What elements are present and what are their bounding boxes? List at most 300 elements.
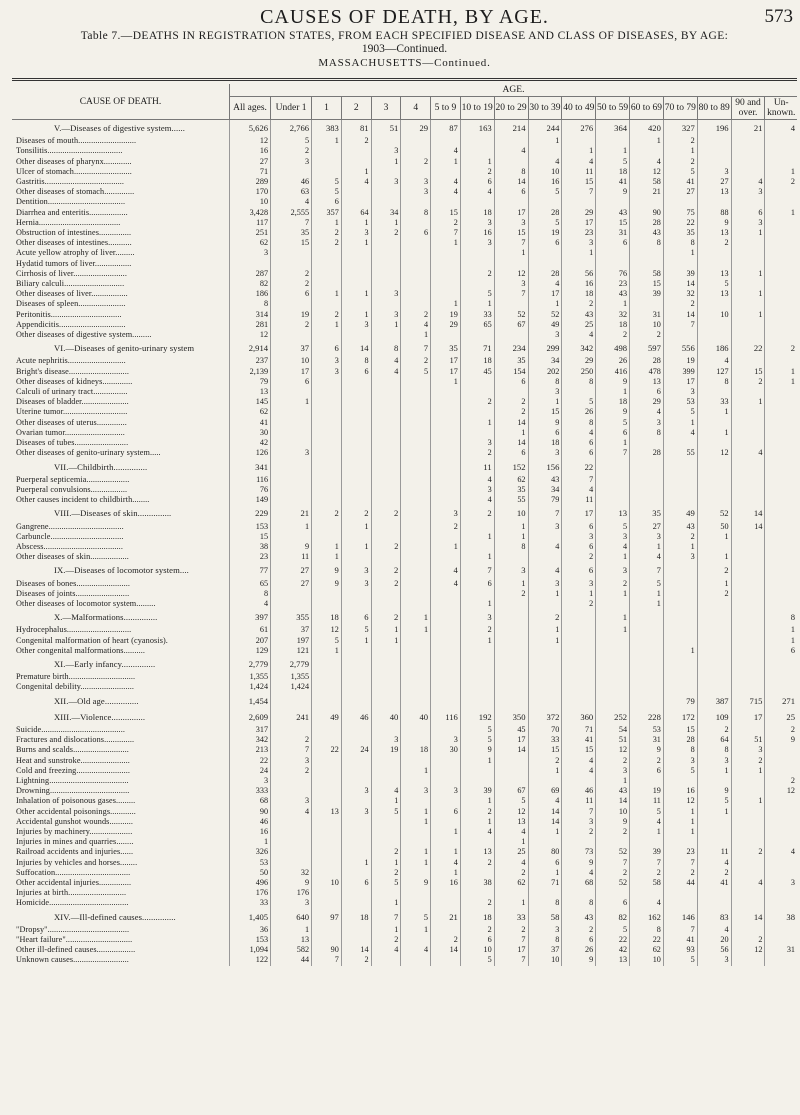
value-cell: 3 [371,289,401,299]
value-cell [596,888,630,898]
value-cell [731,858,765,868]
value-cell: 4 [528,542,562,552]
table-row [12,807,797,817]
value-cell [765,898,797,908]
value-cell: 3 [596,562,630,578]
cause-cell: Accidental gunshot wounds........... [16,816,134,826]
column-header: 60 to 69 [630,97,664,120]
value-cell: 12 [494,269,528,279]
value-cell [312,827,342,837]
value-cell: 4 [528,562,562,578]
value-cell [494,387,528,397]
value-cell: 5 [663,955,697,965]
value-cell [697,776,731,786]
value-cell [431,955,461,965]
value-cell [341,693,371,709]
value-cell [731,136,765,146]
value-cell: 1 [731,228,765,238]
value-cell: 1 [312,136,342,146]
value-cell [765,269,797,279]
value-cell: 75 [663,208,697,218]
value-cell [460,522,494,532]
column-header: 50 to 59 [596,97,630,120]
value-cell: 6 [460,935,494,945]
value-cell: 1 [596,146,630,156]
value-cell: 3 [460,485,494,495]
value-cell: 19 [431,310,461,320]
value-cell [460,868,494,878]
value-cell: 2 [271,766,312,776]
value-cell [765,310,797,320]
value-cell [731,562,765,578]
table-row [12,356,797,366]
value-cell: 5 [562,397,596,407]
value-cell: 17 [431,356,461,366]
value-cell: 2 [663,868,697,878]
value-cell [341,766,371,776]
value-cell: 3 [663,756,697,766]
value-cell: 2 [371,609,401,625]
value-cell [460,672,494,682]
value-cell: 62 [230,238,271,248]
value-cell: 8 [494,167,528,177]
value-cell: 122 [230,955,271,965]
value-cell [431,279,461,289]
value-cell: 1 [494,837,528,847]
value-cell [460,682,494,692]
value-cell [630,438,664,448]
value-cell: 44 [271,955,312,965]
cause-cell: Premature birth............................... [16,672,136,682]
value-cell [312,786,342,796]
value-cell [341,330,371,340]
value-cell: 3 [371,735,401,745]
value-cell: 35 [630,505,664,521]
value-cell: 56 [562,269,596,279]
value-cell [341,269,371,279]
value-cell: 6 [494,448,528,458]
value-cell: 8 [630,925,664,935]
value-cell: 7 [494,289,528,299]
value-cell: 4 [494,858,528,868]
value-cell: 1 [630,589,664,599]
cause-cell: XII.—Old age............... [54,695,139,706]
value-cell: 41 [562,735,596,745]
value-cell: 7 [494,935,528,945]
value-cell [431,485,461,495]
value-cell: 1 [663,542,697,552]
group-row [12,909,797,925]
value-cell [312,438,342,448]
value-cell [431,269,461,279]
value-cell [341,299,371,309]
value-cell: 2 [371,542,401,552]
value-cell [401,552,431,562]
table-row [12,625,797,635]
value-cell [312,407,342,417]
value-cell: 29 [431,320,461,330]
value-cell: 7 [460,562,494,578]
value-cell: 82 [596,909,630,925]
value-cell: 51 [371,120,401,137]
value-cell: 4 [401,945,431,955]
value-cell [562,636,596,646]
value-cell: 97 [312,909,342,925]
value-cell [765,448,797,458]
value-cell [401,448,431,458]
value-cell: 5 [630,807,664,817]
value-cell: 327 [663,120,697,137]
value-cell [312,522,342,532]
cause-cell: Gangrene................................... [16,521,124,531]
value-cell [401,656,431,672]
value-cell [271,438,312,448]
value-cell [401,532,431,542]
value-cell [765,475,797,485]
value-cell: 4 [562,428,596,438]
value-cell [371,888,401,898]
value-cell [371,248,401,258]
value-cell [630,656,664,672]
value-cell: 12 [494,807,528,817]
value-cell: 4 [630,817,664,827]
value-cell: 6 [341,878,371,888]
value-cell: 6 [765,646,797,656]
value-cell [401,735,431,745]
value-cell: 1 [731,397,765,407]
value-cell [401,197,431,207]
value-cell: 1 [371,898,401,908]
value-cell: 2 [371,579,401,589]
value-cell [460,407,494,417]
cause-cell: Acute nephritis........................... [16,356,126,366]
value-cell [341,589,371,599]
value-cell: 29 [562,208,596,218]
value-cell: 582 [271,945,312,955]
table-row [12,589,797,599]
value-cell [765,817,797,827]
cause-cell: XI.—Early infancy............... [54,658,156,669]
value-cell: 13 [630,377,664,387]
value-cell [528,656,562,672]
value-cell [765,656,797,672]
value-cell [312,656,342,672]
value-cell [401,418,431,428]
value-cell [765,387,797,397]
value-cell [697,827,731,837]
cause-cell: Ulcer of stomach........................... [16,166,132,176]
value-cell [371,522,401,532]
value-cell: 8 [562,377,596,387]
value-cell: 1 [494,522,528,532]
value-cell [431,656,461,672]
value-cell [271,167,312,177]
cause-cell: Biliary calculi............................ [16,279,125,289]
value-cell: 1 [697,807,731,817]
value-cell: 3 [341,786,371,796]
value-cell: 7 [630,858,664,868]
value-cell: 25 [765,709,797,725]
value-cell: 6 [312,340,342,356]
value-cell [765,756,797,766]
value-cell: 4 [731,878,765,888]
value-cell [765,459,797,475]
value-cell: 3 [460,218,494,228]
value-cell [460,330,494,340]
value-cell [271,858,312,868]
value-cell: 2 [731,377,765,387]
cause-cell: Other diseases of skin.................. [16,552,129,562]
value-cell: 25 [494,847,528,857]
value-cell: 4 [460,495,494,505]
value-cell: 420 [630,120,664,137]
value-cell: 1 [431,868,461,878]
cause-cell: Diarrhea and enteritis.................. [16,207,128,217]
value-cell: 1 [630,542,664,552]
cause-cell: Diseases of spleen...................... [16,299,126,309]
value-cell: 17 [663,377,697,387]
value-cell: 6 [596,428,630,438]
value-cell: 117 [230,218,271,228]
group-row [12,505,797,521]
value-cell [562,693,596,709]
value-cell: 6 [562,438,596,448]
value-cell: 88 [697,208,731,218]
value-cell: 69 [528,786,562,796]
value-cell [401,589,431,599]
value-cell: 16 [230,827,271,837]
value-cell: 90 [630,208,664,218]
cause-cell: Lightning..................................... [16,775,129,785]
value-cell: 22 [663,218,697,228]
value-cell [312,475,342,485]
value-cell: 357 [312,208,342,218]
cause-cell: VII.—Childbirth............... [54,461,148,472]
value-cell: 1,355 [230,672,271,682]
value-cell: 4 [494,827,528,837]
value-cell: 65 [460,320,494,330]
value-cell: 18 [562,289,596,299]
value-cell: 14 [528,817,562,827]
value-cell [401,756,431,766]
value-cell: 18 [401,745,431,755]
value-cell [697,248,731,258]
value-cell [271,589,312,599]
value-cell [731,167,765,177]
value-cell: 1 [765,377,797,387]
value-cell: 228 [630,709,664,725]
value-cell: 4 [630,552,664,562]
value-cell: 4 [431,146,461,156]
value-cell: 1 [460,817,494,827]
value-cell [765,599,797,609]
value-cell: 19 [371,745,401,755]
value-cell: 5 [460,735,494,745]
value-cell: 23 [596,279,630,289]
value-cell: 1 [596,387,630,397]
value-cell: 154 [494,367,528,377]
value-cell: 1 [371,320,401,330]
value-cell: 53 [663,397,697,407]
value-cell: 56 [697,945,731,955]
cause-cell: "Dropsy"...................................... [16,924,130,934]
value-cell [494,776,528,786]
value-cell [431,817,461,827]
value-cell: 1 [562,146,596,156]
value-cell: 2 [630,868,664,878]
value-cell: 1 [401,847,431,857]
value-cell: 1 [528,766,562,776]
value-cell [371,197,401,207]
value-cell: 14 [341,340,371,356]
table-row [12,187,797,197]
value-cell [271,248,312,258]
value-cell [341,756,371,766]
value-cell: 35 [663,228,697,238]
value-cell [663,438,697,448]
value-cell [630,776,664,786]
age-header: AGE. [230,84,797,97]
table-row [12,542,797,552]
value-cell: 1 [341,218,371,228]
value-cell: 3 [341,228,371,238]
table-row [12,898,797,908]
value-cell: 299 [528,340,562,356]
value-cell [663,636,697,646]
value-cell [697,672,731,682]
value-cell: 50 [230,868,271,878]
value-cell [271,428,312,438]
value-cell [271,725,312,735]
value-cell: 2 [460,925,494,935]
value-cell [401,438,431,448]
value-cell: 16 [562,279,596,289]
value-cell: 63 [271,187,312,197]
value-cell: 2 [341,505,371,521]
value-cell: 29 [401,120,431,137]
value-cell: 1,405 [230,909,271,925]
value-cell: 1 [596,776,630,786]
value-cell [431,609,461,625]
value-cell: 1 [460,599,494,609]
value-cell [312,167,342,177]
cause-cell: Cirrhosis of liver......................... [16,268,127,278]
value-cell [431,725,461,735]
cause-cell: Other diseases of intestines........... [16,238,132,248]
value-cell: 7 [596,858,630,868]
value-cell [731,552,765,562]
value-cell: 21 [731,120,765,137]
value-cell: 15 [630,279,664,289]
value-cell: 7 [630,562,664,578]
value-cell [562,136,596,146]
value-cell [371,459,401,475]
value-cell [765,562,797,578]
value-cell: 10 [630,955,664,965]
value-cell [731,459,765,475]
value-cell: 6 [562,542,596,552]
value-cell: 3 [230,776,271,786]
value-cell: 21 [630,187,664,197]
value-cell: 126 [230,448,271,458]
value-cell: 3 [431,735,461,745]
value-cell: 11 [271,552,312,562]
value-cell: 1 [596,438,630,448]
value-cell: 1 [596,589,630,599]
value-cell: 2,139 [230,367,271,377]
value-cell [663,656,697,672]
value-cell [431,925,461,935]
value-cell: 6 [528,428,562,438]
value-cell [765,238,797,248]
value-cell [401,279,431,289]
value-cell: 87 [431,120,461,137]
value-cell: 18 [460,208,494,218]
value-cell [731,776,765,786]
value-cell [765,495,797,505]
value-cell [341,187,371,197]
value-cell: 2 [431,935,461,945]
table-body [12,120,797,966]
value-cell: 6 [596,238,630,248]
value-cell [494,330,528,340]
value-cell: 8 [341,356,371,366]
value-cell [341,485,371,495]
value-cell [765,428,797,438]
value-cell [697,197,731,207]
value-cell: 7 [663,320,697,330]
value-cell: 7 [401,340,431,356]
value-cell [697,320,731,330]
value-cell: 3 [731,218,765,228]
value-cell: 4 [731,448,765,458]
value-cell: 1 [431,157,461,167]
value-cell [765,279,797,289]
table-row [12,776,797,786]
value-cell: 46 [562,786,596,796]
value-cell [371,672,401,682]
value-cell: 4 [431,858,461,868]
value-cell [630,485,664,495]
value-cell: 14 [494,438,528,448]
value-cell [401,898,431,908]
value-cell: 3 [663,387,697,397]
value-cell [431,248,461,258]
value-cell: 229 [230,505,271,521]
value-cell [697,495,731,505]
value-cell [630,682,664,692]
value-cell [765,397,797,407]
value-cell: 153 [230,935,271,945]
value-cell [663,776,697,786]
value-cell: 4 [562,766,596,776]
value-cell: 1 [431,238,461,248]
value-cell [630,646,664,656]
value-cell [431,682,461,692]
value-cell: 2 [697,562,731,578]
cause-cell: Uterine tumor.............................. [16,407,128,417]
value-cell [697,438,731,448]
value-cell: 1 [341,542,371,552]
value-cell [663,562,697,578]
value-cell: 13 [697,269,731,279]
value-cell: 12 [596,745,630,755]
value-cell: 31 [630,735,664,745]
value-cell [431,646,461,656]
value-cell [731,636,765,646]
group-row [12,120,797,137]
value-cell: 4 [271,807,312,817]
